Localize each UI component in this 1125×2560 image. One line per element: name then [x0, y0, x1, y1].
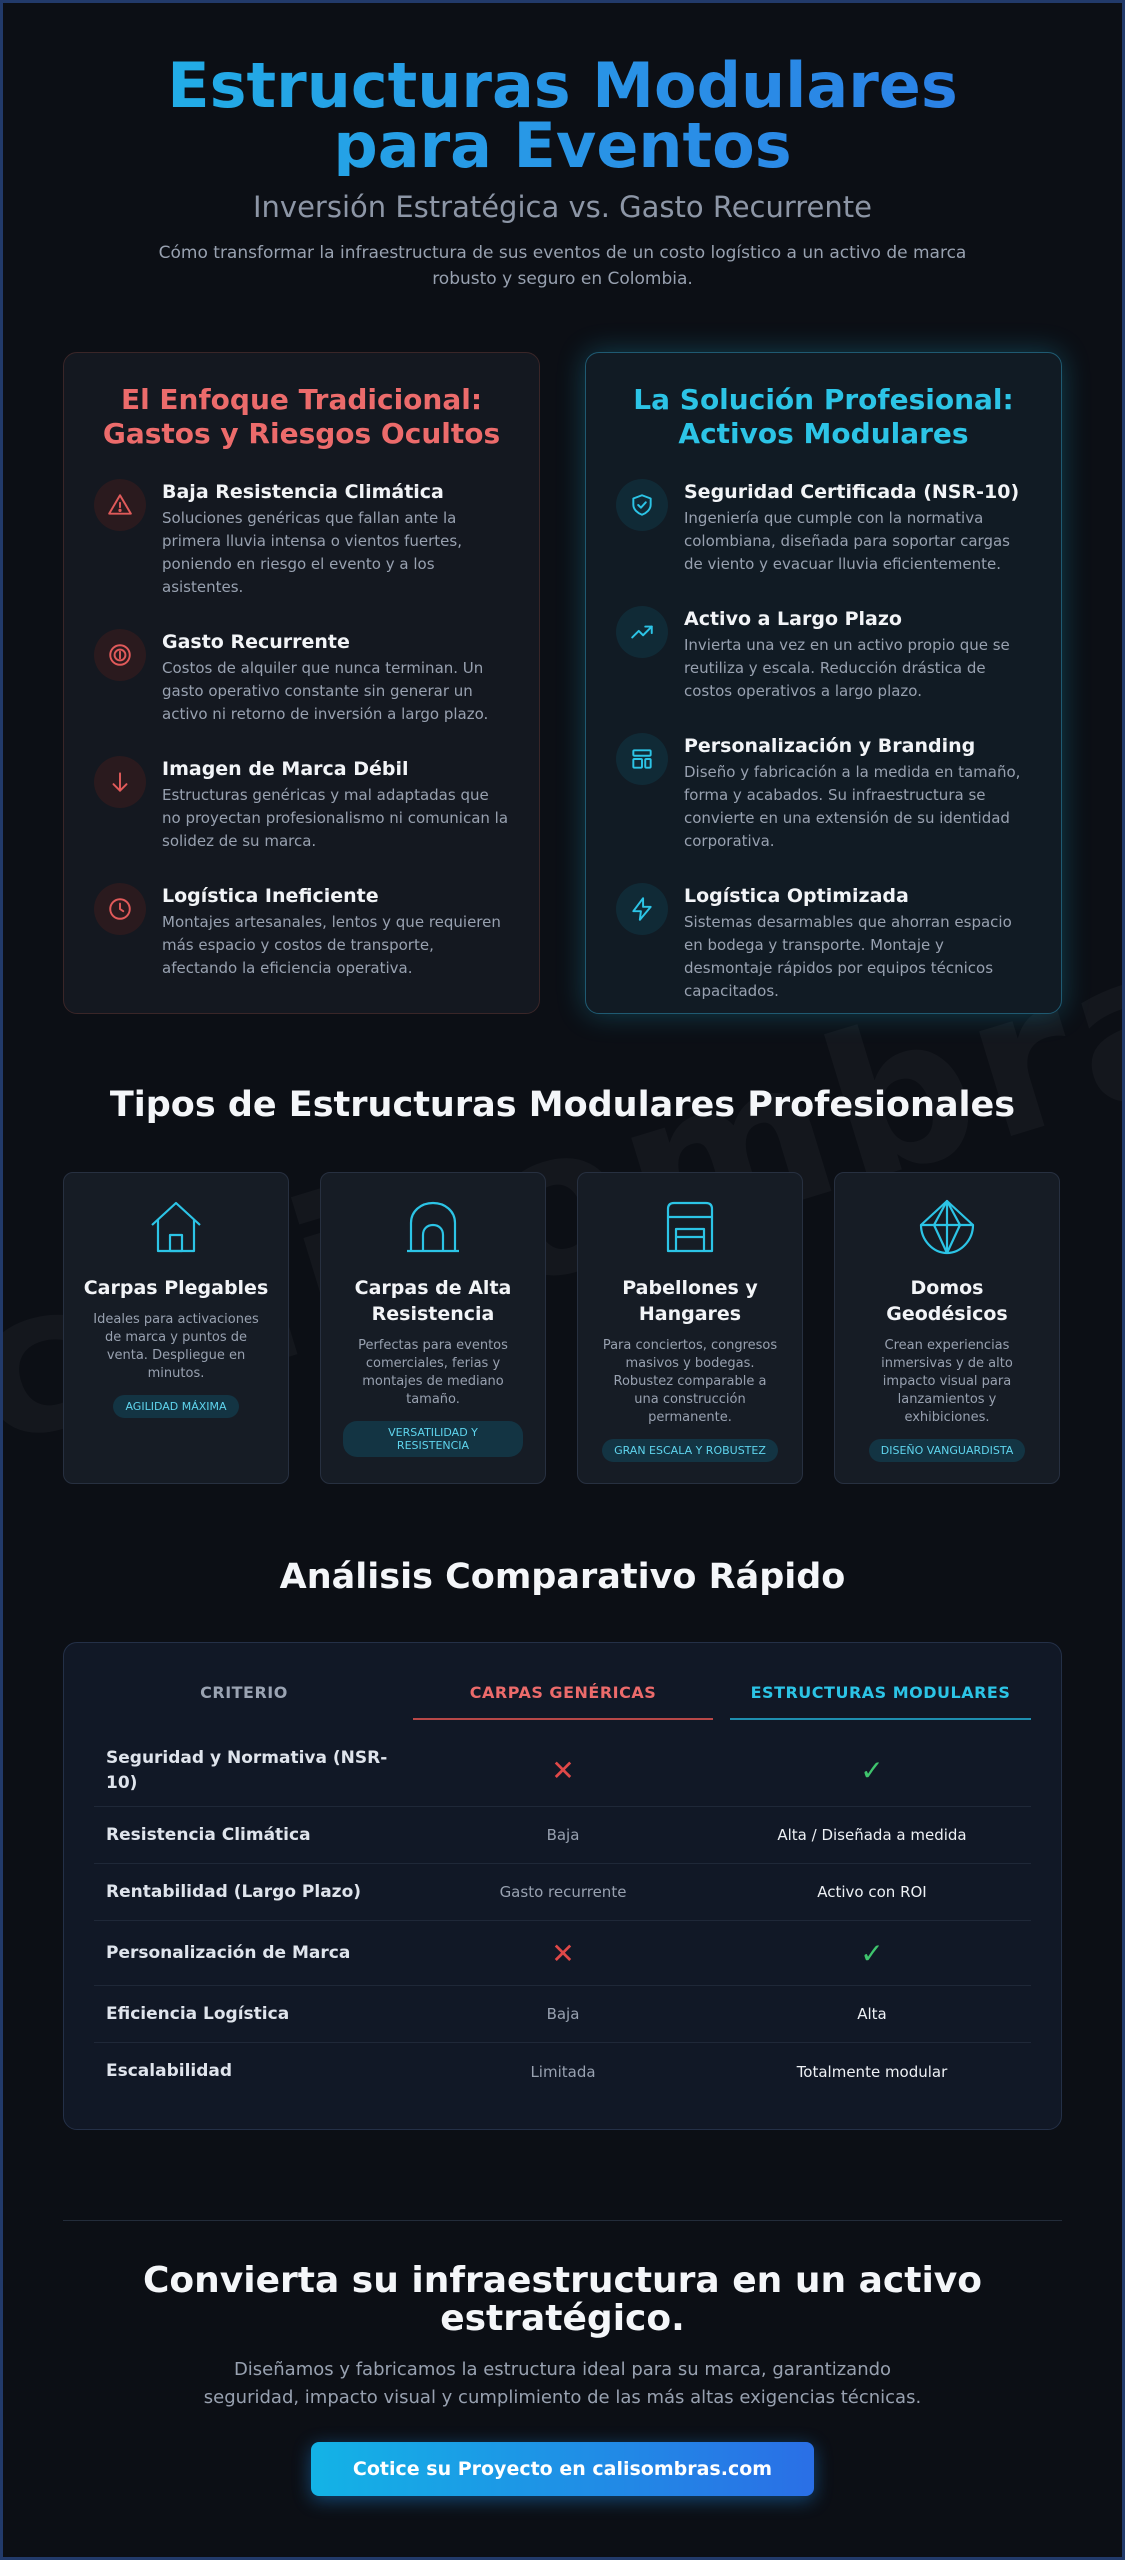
- comparison-table: [63, 1642, 1062, 2130]
- trending-up-icon: [616, 606, 668, 658]
- traditional-title: El Enfoque Tradicional: Gastos y Riesgos Ocultos: [102, 383, 501, 450]
- row-generic: Gasto recurrente: [499, 1883, 627, 1901]
- type-tag: DISEÑO VANGUARDISTA: [869, 1439, 1025, 1462]
- arrow-down-icon: [94, 756, 146, 808]
- row-modular: Activo con ROI: [817, 1883, 927, 1901]
- feature-title: Seguridad Certificada (NSR-10): [684, 481, 1020, 503]
- row-criterion: Resistencia Climática: [106, 1824, 311, 1845]
- row-criterion: Escalabilidad: [106, 2061, 233, 2081]
- row-criterion: Personalización de Marca: [106, 1942, 351, 1963]
- type-tag: GRAN ESCALA Y ROBUSTEZ: [602, 1439, 778, 1462]
- professional-item: [616, 733, 1031, 853]
- type-tag: AGILIDAD MÁXIMA: [113, 1395, 238, 1418]
- professional-item: [616, 883, 1031, 1003]
- feature-text: Montajes artesanales, lentos y que requieren más espacio y costos de transporte, afectando la eficiencia operativa.: [162, 913, 501, 977]
- professional-item: [616, 479, 1031, 576]
- type-tag: VERSATILIDAD Y RESISTENCIA: [343, 1421, 523, 1457]
- dome-icon: [835, 1197, 1059, 1257]
- traditional-item: [94, 479, 509, 599]
- clock-icon: [94, 883, 146, 935]
- row-modular: Alta / Diseñada a medida: [777, 1826, 967, 1844]
- cross-icon: ✕: [551, 1936, 575, 1970]
- feature-text: Sistemas desarmables que ahorran espacio en bodega y transporte. Montaje y desmontaje rápidos por equipos técnicos capacitados.: [684, 913, 1012, 1000]
- page-subtitle: Inversión Estratégica vs. Gasto Recurrente: [252, 190, 872, 224]
- quote-button[interactable]: Cotice su Proyecto en calisombras.com: [311, 2442, 814, 2496]
- feature-title: Logística Ineficiente: [162, 885, 379, 907]
- arch-icon: [321, 1197, 545, 1257]
- type-title: Pabellones y Hangares: [622, 1277, 758, 1325]
- professional-card: [585, 352, 1062, 1014]
- feature-text: Estructuras genéricas y mal adaptadas que no proyectan profesionalismo ni comunican la solidez de su marca.: [162, 786, 509, 850]
- row-generic: [413, 1754, 713, 1787]
- page-title: Estructuras Modulares para Eventos: [0, 56, 1125, 176]
- traditional-item: [94, 883, 509, 980]
- row-modular: [713, 1937, 1031, 1970]
- table-row: [94, 2043, 1031, 2100]
- check-icon: ✓: [860, 1936, 884, 1970]
- row-criterion: Seguridad y Normativa (NSR-10): [106, 1747, 388, 1793]
- professional-item: [616, 606, 1031, 703]
- section-divider: [63, 2220, 1062, 2221]
- row-criterion: Rentabilidad (Largo Plazo): [106, 1881, 362, 1902]
- feature-text: Diseño y fabricación a la medida en tamaño, forma y acabados. Su infraestructura se convierte en una extensión de su identidad corporativa.: [684, 763, 1021, 850]
- cta-title: Convierta su infraestructura en un activo estratégico.: [142, 2260, 982, 2339]
- feature-title: Imagen de Marca Débil: [162, 758, 409, 780]
- traditional-card: [63, 352, 540, 1014]
- row-generic: [413, 1937, 713, 1970]
- header-criterion: CRITERIO: [200, 1683, 288, 1702]
- row-modular: [713, 1754, 1031, 1787]
- feature-title: Baja Resistencia Climática: [162, 481, 444, 503]
- traditional-item: [94, 756, 509, 853]
- feature-title: Activo a Largo Plazo: [684, 608, 902, 630]
- type-card: [834, 1172, 1060, 1484]
- type-text: Para conciertos, congresos masivos y bodegas. Robustez comparable a una construcción permanente.: [602, 1338, 778, 1425]
- row-generic: Baja: [546, 1826, 580, 1844]
- types-title: Tipos de Estructuras Modulares Profesionales: [109, 1085, 1016, 1125]
- feature-text: Ingeniería que cumple con la normativa colombiana, diseñada para soportar cargas de viento y evacuar lluvia eficientemente.: [684, 509, 1010, 573]
- shield-check-icon: [616, 479, 668, 531]
- type-card: [577, 1172, 803, 1484]
- warehouse-icon: [578, 1197, 802, 1257]
- table-row: [94, 1864, 1031, 1921]
- cross-icon: ✕: [551, 1754, 575, 1787]
- page-description: Cómo transformar la infraestructura de sus eventos de un costo logístico a un activo de marca robusto y seguro en Colombia.: [158, 243, 967, 289]
- table-row: [94, 1986, 1031, 2043]
- coin-icon: [94, 629, 146, 681]
- type-text: Perfectas para eventos comerciales, ferias y montajes de mediano tamaño.: [358, 1338, 508, 1407]
- comparison-title: Análisis Comparativo Rápido: [279, 1557, 846, 1597]
- feature-text: Costos de alquiler que nunca terminan. Un gasto operativo constante sin generar un activo ni retorno de inversión a largo plazo.: [162, 659, 489, 723]
- type-title: Carpas de Alta Resistencia: [354, 1277, 512, 1325]
- row-generic: Baja: [546, 2005, 580, 2023]
- row-modular: Alta: [857, 2005, 887, 2023]
- row-criterion: Eficiencia Logística: [106, 2003, 290, 2024]
- table-row: [94, 1921, 1031, 1986]
- type-text: Crean experiencias inmersivas y de alto impacto visual para lanzamientos y exhibiciones.: [881, 1338, 1013, 1425]
- feature-title: Gasto Recurrente: [162, 631, 350, 653]
- type-title: Domos Geodésicos: [886, 1277, 1008, 1325]
- type-title: Carpas Plegables: [83, 1277, 269, 1299]
- professional-title: La Solución Profesional: Activos Modulares: [633, 383, 1014, 450]
- feature-text: Soluciones genéricas que fallan ante la primera lluvia intensa o vientos fuertes, poniendo en riesgo el evento y a los asistentes.: [162, 509, 462, 596]
- warning-icon: [94, 479, 146, 531]
- traditional-item: [94, 629, 509, 726]
- check-icon: ✓: [860, 1754, 884, 1787]
- bolt-icon: [616, 883, 668, 935]
- table-row: [94, 1807, 1031, 1864]
- type-text: Ideales para activaciones de marca y puntos de venta. Despliegue en minutos.: [93, 1312, 259, 1381]
- house-icon: [64, 1197, 288, 1257]
- header-modular: ESTRUCTURAS MODULARES: [730, 1683, 1031, 1720]
- type-card: [320, 1172, 546, 1484]
- feature-text: Invierta una vez en un activo propio que se reutiliza y escala. Reducción drástica de costos operativos a largo plazo.: [684, 636, 1010, 700]
- header-generic: CARPAS GENÉRICAS: [413, 1683, 713, 1720]
- type-card: [63, 1172, 289, 1484]
- row-generic: Limitada: [530, 2062, 596, 2081]
- layout-icon: [616, 733, 668, 785]
- cta-description: Diseñamos y fabricamos la estructura ideal para su marca, garantizando seguridad, impacto visual y cumplimiento de las más altas exigencias técnicas.: [203, 2359, 922, 2408]
- row-modular: Totalmente modular: [796, 2062, 948, 2081]
- feature-title: Personalización y Branding: [684, 735, 976, 757]
- table-row: [94, 1735, 1031, 1807]
- feature-title: Logística Optimizada: [684, 885, 909, 907]
